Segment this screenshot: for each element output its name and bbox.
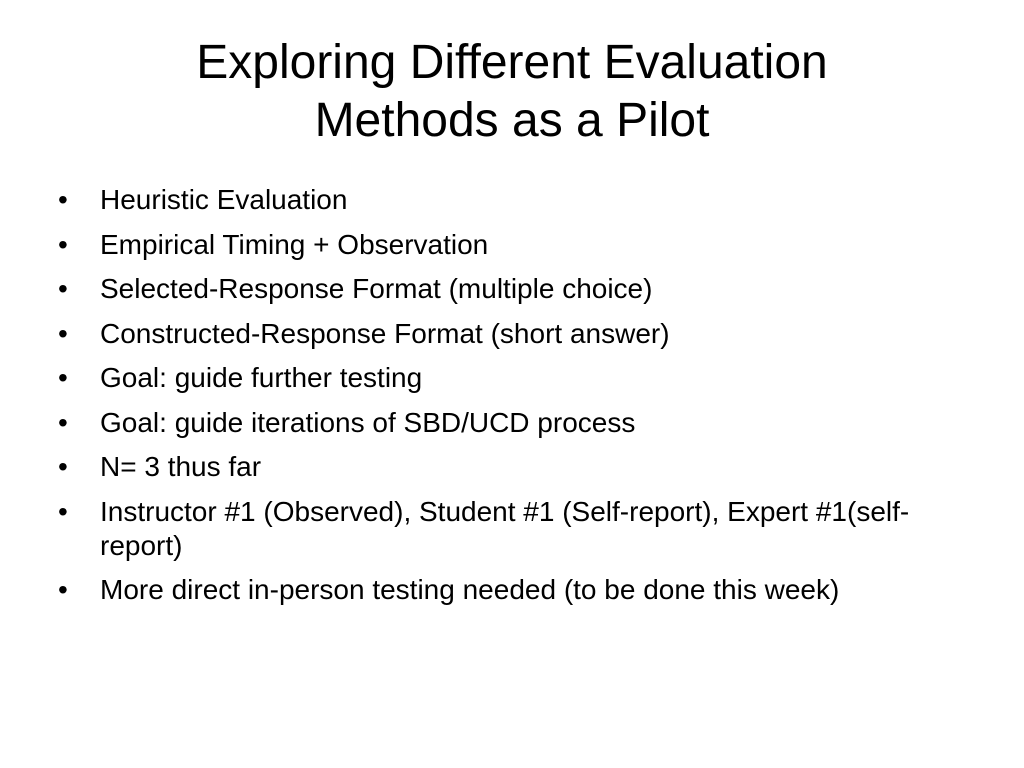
bullet-icon: • xyxy=(58,228,68,260)
bullet-item-goal-iterations xyxy=(58,406,958,440)
bullet-item-selected-response xyxy=(58,272,958,306)
bullet-icon: • xyxy=(58,574,68,605)
bullet-item-heuristic-evaluation xyxy=(58,183,958,217)
bullet-text: N= 3 thus far xyxy=(100,451,262,482)
bullet-text: Goal: guide iterations of SBD/UCD process xyxy=(100,406,636,438)
bullet-icon: • xyxy=(58,184,68,215)
bullet-item-goal-further-testing xyxy=(58,361,958,395)
bullet-icon: • xyxy=(58,317,68,349)
slide-title-line-1: Exploring Different Evaluation xyxy=(196,36,828,89)
bullet-item-n-thus-far xyxy=(58,450,958,484)
bullet-item-more-testing xyxy=(58,573,958,607)
bullet-text: More direct in-person testing needed (to be done this week) xyxy=(100,574,840,605)
bullet-icon: • xyxy=(58,406,68,438)
bullet-item-participants xyxy=(58,495,958,563)
slide-title-line-2: Methods as a Pilot xyxy=(314,94,710,147)
bullet-text: Selected-Response Format (multiple choice) xyxy=(100,273,653,304)
bullet-icon: • xyxy=(58,362,68,393)
bullet-item-constructed-response xyxy=(58,317,958,351)
bullet-text: Empirical Timing + Observation xyxy=(100,228,489,260)
bullet-icon: • xyxy=(58,273,68,304)
bullet-icon: • xyxy=(58,495,68,527)
bullet-icon: • xyxy=(58,451,68,482)
bullet-text: Instructor #1 (Observed), Student #1 (Self-report), Expert #1(self-report) xyxy=(100,495,910,561)
bullet-item-empirical-timing xyxy=(58,228,958,262)
bullet-text: Goal: guide further testing xyxy=(100,362,423,393)
slide-title xyxy=(60,34,964,150)
bullet-text: Constructed-Response Format (short answer) xyxy=(100,317,670,349)
bullet-list xyxy=(58,183,958,618)
bullet-text: Heuristic Evaluation xyxy=(100,184,348,215)
